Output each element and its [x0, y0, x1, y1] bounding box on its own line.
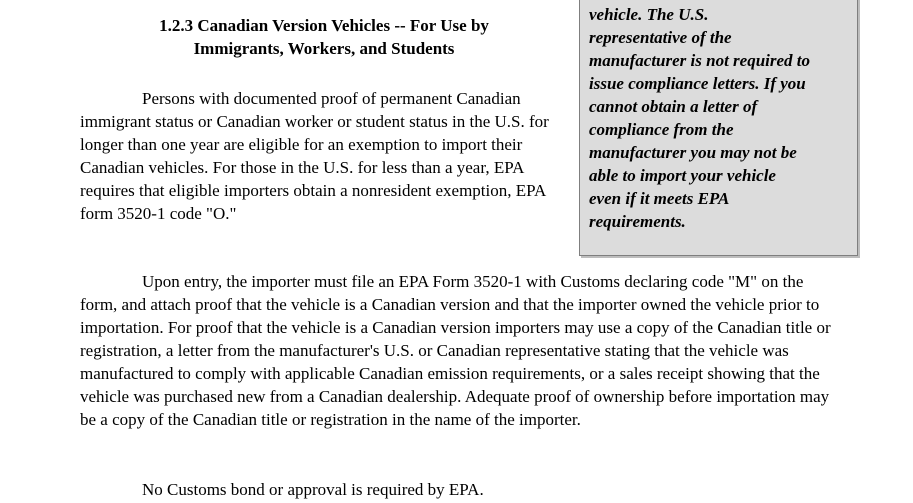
callout-box [579, 0, 858, 256]
section-heading-line-1: 1.2.3 Canadian Version Vehicles -- For Use by [159, 16, 489, 35]
section-heading [80, 14, 562, 60]
entry-paragraph: Upon entry, the importer must file an EPA Form 3520-1 with Customs declaring code "M" on the form, and attach proof that the vehicle is a Canadian version and that the importer owned the vehicle prior to importation. For proof that the vehicle is a Canadian version importers may use a copy of the Canadian title or registration, a letter from the manufacturer's U.S. or Canadian representative stating that the vehicle was manufactured to comply with applicable Canadian emission requirements, or a sales receipt showing that the vehicle was purchased new from a Canadian dealership. Adequate proof of ownership before importation may be a copy of the Canadian title or registration in the name of the importer. [80, 272, 831, 429]
callout-line: issue compliance letters. If you [589, 74, 806, 93]
section-header [80, 14, 562, 60]
callout-line: compliance from the [589, 120, 734, 139]
callout-line: manufacturer you may not be [589, 143, 797, 162]
callout-line: even if it meets EPA [589, 189, 730, 208]
callout-line: able to import your vehicle [589, 166, 776, 185]
callout-line: cannot obtain a letter of [589, 97, 758, 116]
eligibility-paragraph: Persons with documented proof of permanent Canadian immigrant status or Canadian worker or student status in the U.S. for longer than one year are eligible for an exemption to import their Canadian vehicles. For those in the U.S. for less than a year, EPA requires that eligible importers obtain a nonresident exemption, EPA form 3520-1 code "O." [80, 89, 549, 223]
callout-line: representative of the [589, 28, 732, 47]
section-heading-line-2: Immigrants, Workers, and Students [193, 39, 455, 58]
callout-line: requirements. [589, 212, 686, 231]
callout-text [589, 3, 853, 233]
callout-line: manufacturer is not required to [589, 51, 811, 70]
bond-paragraph: No Customs bond or approval is required by EPA. [142, 480, 484, 499]
callout-line: vehicle. The U.S. [589, 5, 709, 24]
